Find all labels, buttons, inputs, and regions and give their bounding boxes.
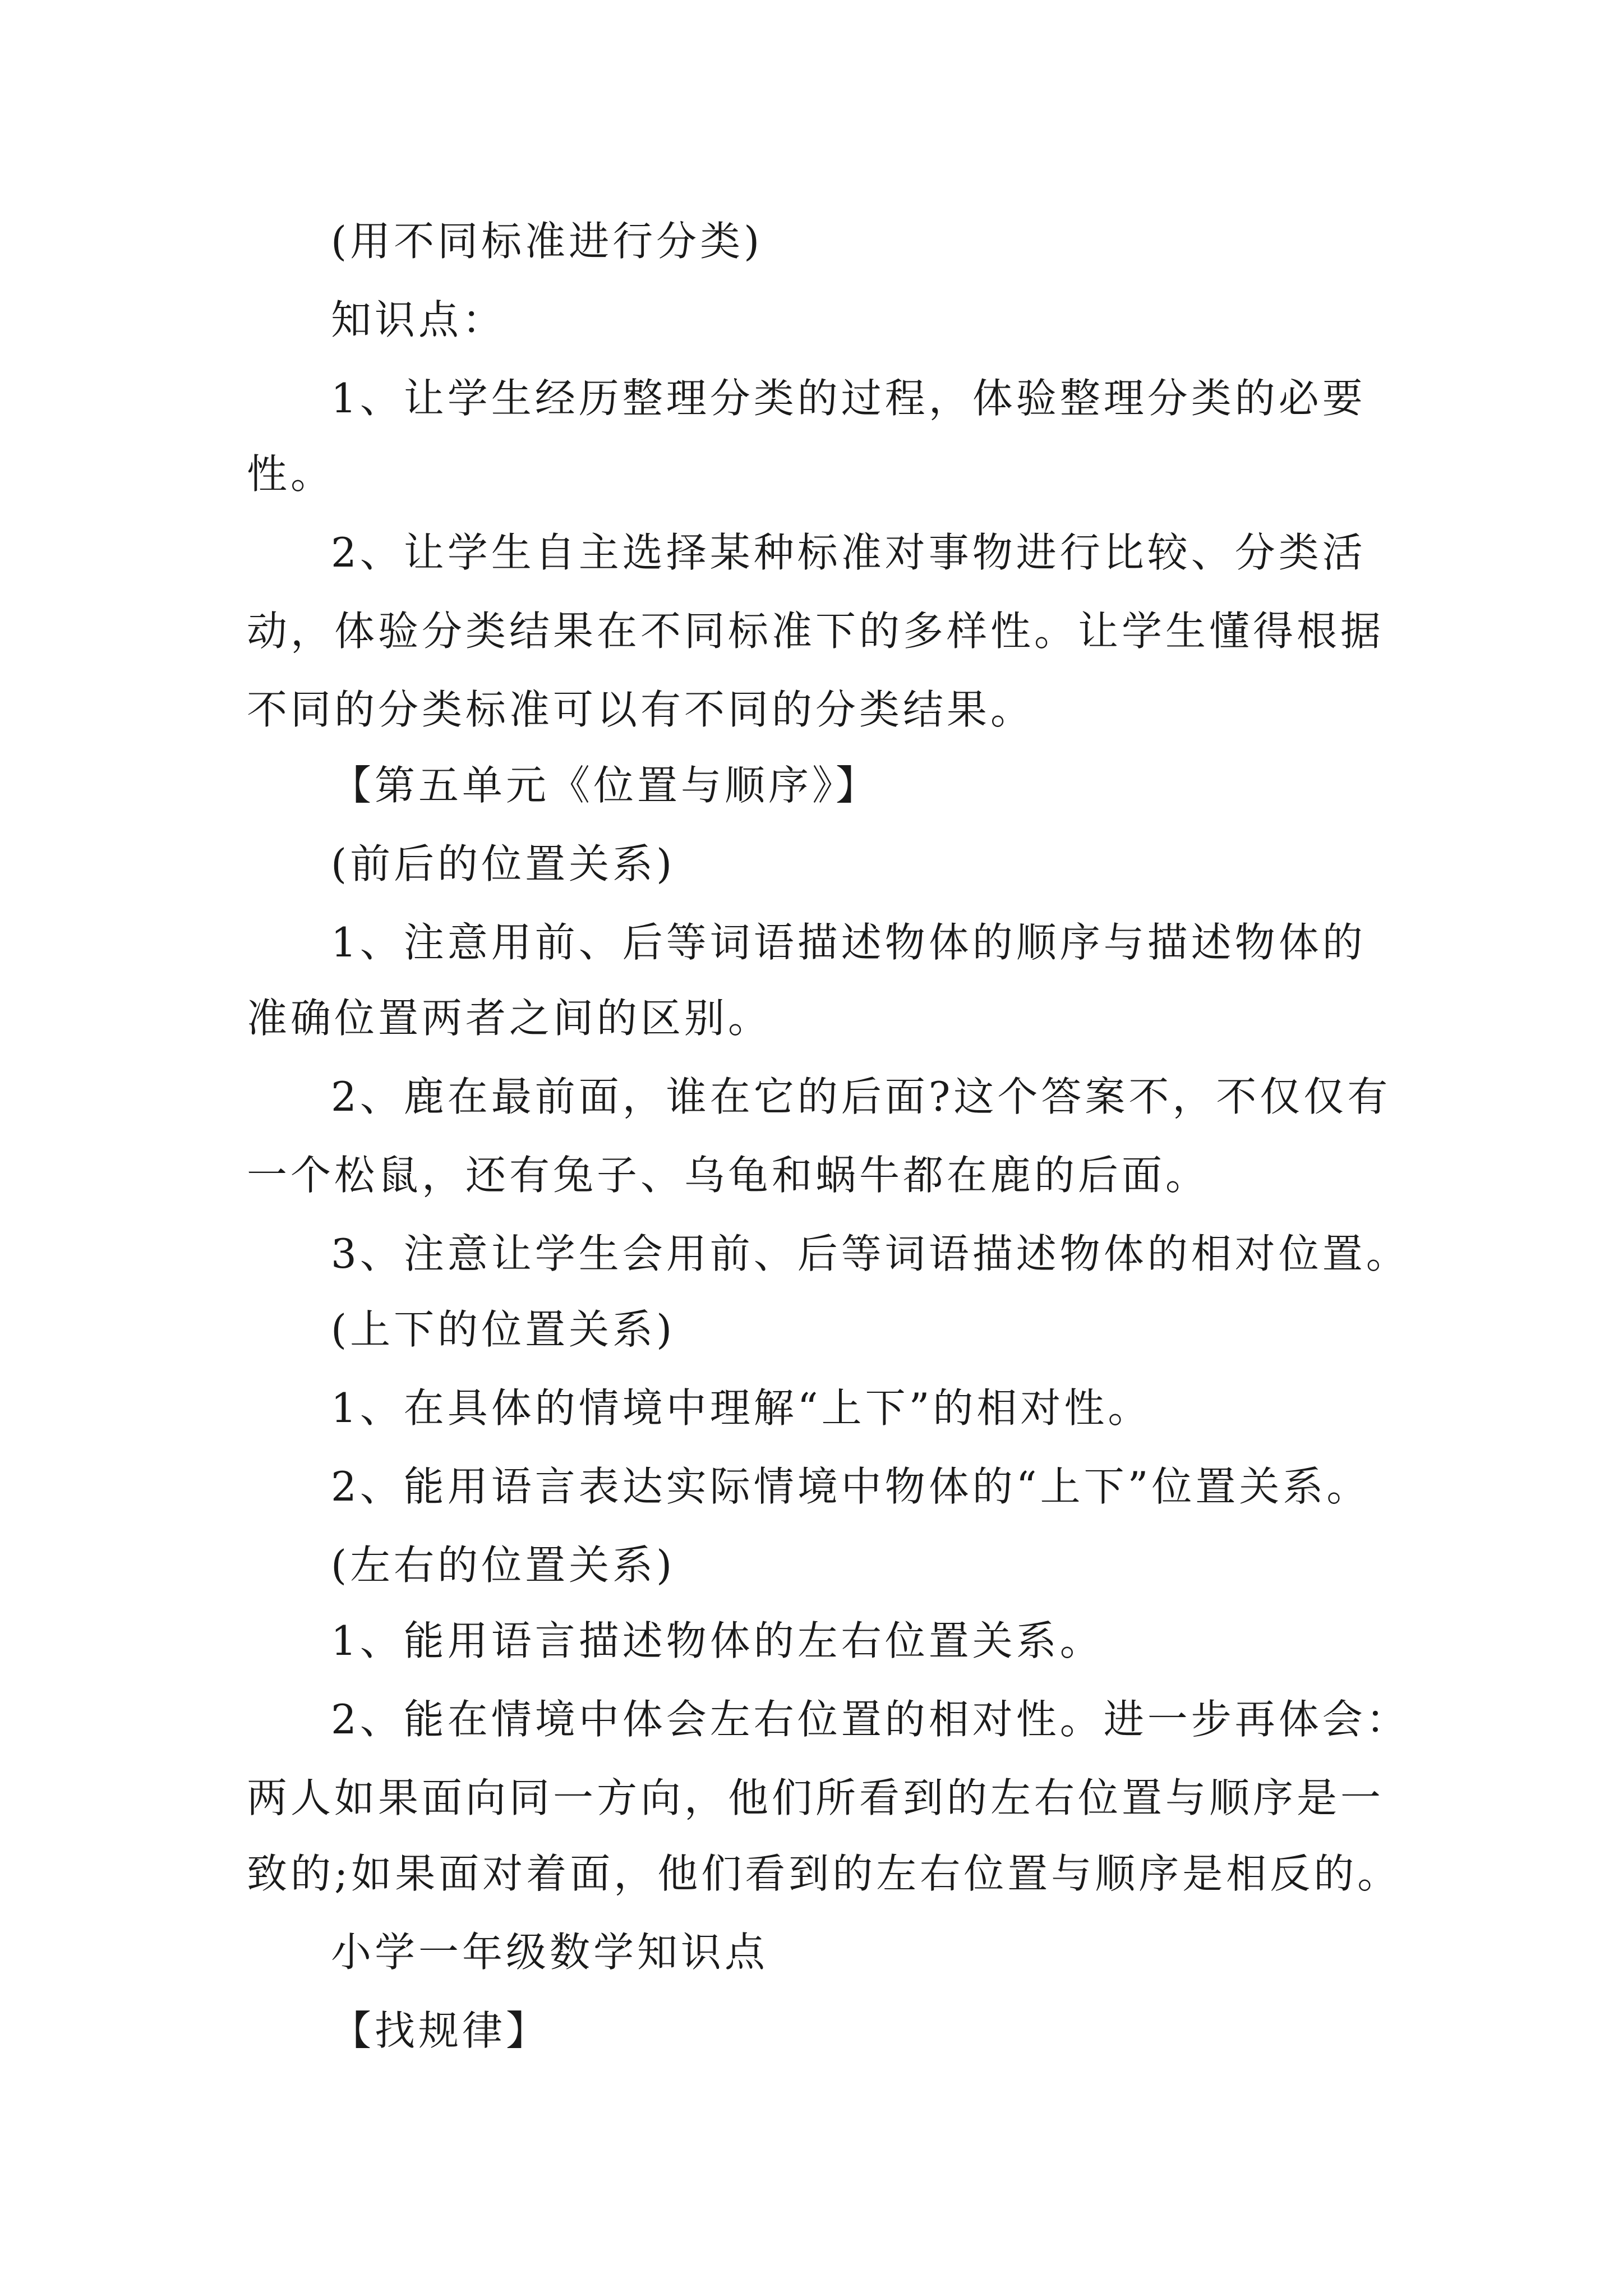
paragraph-line: 一个松鼠，还有兔子、乌龟和蜗牛都在鹿的后面。 — [247, 1152, 1210, 1199]
paragraph-line: 2、能用语言表达实际情境中物体的“上下”位置关系。 — [331, 1463, 1371, 1510]
paragraph-line: 2、能在情境中体会左右位置的相对性。进一步再体会： — [331, 1696, 1410, 1743]
section-subtitle-classification: (用不同标准进行分类) — [331, 218, 763, 265]
paragraph-line: 两人如果面向同一方向，他们所看到的左右位置与顺序是一 — [247, 1774, 1385, 1821]
paragraph-line: 准确位置两者之间的区别。 — [247, 995, 772, 1042]
paragraph-line: 3、注意让学生会用前、后等词语描述物体的相对位置。 — [331, 1230, 1410, 1277]
knowledge-points-label: 知识点： — [331, 296, 506, 343]
section-subtitle-front-back: (前后的位置关系) — [331, 840, 676, 887]
paragraph-line: 致的;如果面对着面，他们看到的左右位置与顺序是相反的。 — [247, 1850, 1401, 1897]
topic-heading: 【找规律】 — [331, 2007, 550, 2054]
paragraph-line: 性。 — [247, 450, 335, 498]
paragraph-line: 1、注意用前、后等词语描述物体的顺序与描述物体的 — [331, 919, 1366, 966]
paragraph-line: 2、鹿在最前面，谁在它的后面?这个答案不，不仅仅有 — [331, 1073, 1391, 1120]
section-title: 小学一年级数学知识点 — [331, 1929, 769, 1976]
unit-heading: 【第五单元《位置与顺序》】 — [331, 762, 880, 809]
section-subtitle-left-right: (左右的位置关系) — [331, 1542, 676, 1589]
paragraph-line: 1、在具体的情境中理解“上下”的相对性。 — [331, 1384, 1152, 1432]
section-subtitle-up-down: (上下的位置关系) — [331, 1306, 676, 1353]
paragraph-line: 2、让学生自主选择某种标准对事物进行比较、分类活 — [331, 529, 1366, 576]
paragraph-line: 1、让学生经历整理分类的过程，体验整理分类的必要 — [331, 375, 1366, 422]
paragraph-line: 1、能用语言描述物体的左右位置关系。 — [331, 1617, 1104, 1664]
paragraph-line: 不同的分类标准可以有不同的分类结果。 — [247, 686, 1035, 733]
paragraph-line: 动，体验分类结果在不同标准下的多样性。让学生懂得根据 — [247, 608, 1385, 655]
